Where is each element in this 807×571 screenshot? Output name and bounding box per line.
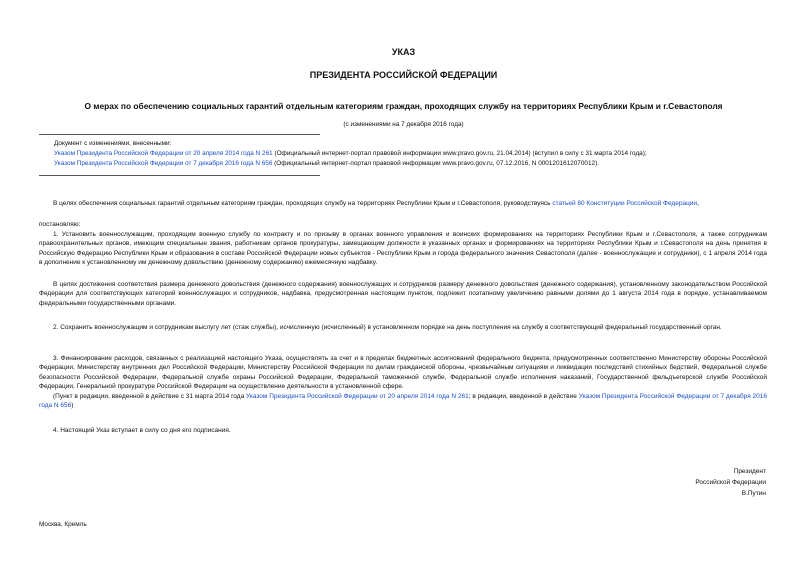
item-4 (39, 426, 767, 435)
signature-name: В.Путин (741, 490, 766, 497)
amendment-link[interactable]: Указом Президента Российской Федерации от 20 апреля 2014 года N 261 (246, 392, 469, 400)
amendment-link[interactable]: Указом Президента Российской Федерации от 7 декабря 2016 года N 656 (54, 160, 273, 167)
item-3-note (39, 392, 767, 411)
item-4-text: 4. Настоящий Указ вступает в силу со дня его подписания. (53, 427, 231, 434)
item-1a-text: 1. Установить военнослужащим, проходящим военную службу по контракту и по призыву в органах военного управления и воинских формированиях на территориях Республики Крым и г.Севастополя, а также сотрудникам правоохранительных органов, имеющим специальные звания, работникам органов прокуратуры, замещающим должности в указанных органах и формированиях на территориях Республики Крым и г.Севастополя на день принятия в Российскую Федерацию Республики Крым и образования в составе Российской Федерации новых субъектов - Республики Крым и города федерального значения Севастополя (далее - военнослужащие и сотрудники), с 1 апреля 2014 года в дополнение к установленному им денежному довольствию (денежному содержанию) ежемесячную надбавку. (39, 231, 767, 267)
amendments-block (54, 139, 647, 169)
item-1b (39, 280, 767, 308)
issuer-title: ПРЕЗИДЕНТА РОССИЙСКОЙ ФЕДЕРАЦИИ (309, 70, 498, 80)
amendment-link[interactable]: Указом Президента Российской Федерации от 20 апреля 2014 года N 261 (54, 150, 273, 157)
note-text: (Пункт в редакции, введенной в действие с 31 марта 2014 года (53, 392, 247, 400)
item-1a (39, 230, 767, 268)
place-of-signing: Москва, Кремль (39, 521, 87, 528)
item-3 (39, 354, 767, 410)
item-2 (39, 323, 767, 332)
item-1b-text: В целях достижения соответствия размера денежного довольствия (денежного содержания) военнослужащих и сотрудников размеру денежного довольствия (денежного содержания), установленному законодательством Российской Федерации для соответствующих категорий военнослужащих и сотрудников, надбавка, предусмотренная настоящим пунктом, подлежит поэтапному увеличению равными долями до 1 августа 2014 года в порядке, устанавливаемом федеральными государственными органами. (39, 281, 767, 307)
amendment-source: (Официальный интернет-портал правовой информации www.pravo.gov.ru, 21.04.2014) (вступил в силу с 31 марта 2014 года); (272, 150, 647, 157)
preamble-text: В целях обеспечения социальных гарантий отдельным категориям граждан, проходящих службу на территориях Республики Крым и г.Севастополя, руководствуясь (53, 200, 553, 207)
preamble-punct: , (697, 200, 699, 207)
signature-title: Президент (733, 468, 766, 475)
note-text: ; в редакции, введенной в действие (468, 392, 579, 400)
signature-country: Российской Федерации (695, 479, 766, 486)
item-3-text: 3. Финансирование расходов, связанных с реализацией настоящего Указа, осуществлять за счет и в пределах бюджетных ассигнований федерального бюджета, предусмотренных соответственно Министерству обороны Российской Федерации, Министерству внутренних дел Российской Федерации, Министерству Российской Федерации по делам гражданской обороны, чрезвычайным ситуациям и ликвидации последствий стихийных бедствий, Федеральной службе безопасности Российской Федерации, Федеральной службе охраны Российской Федерации, Федеральной таможенной службе, Федеральной службе исполнения наказаний, Государственной фельдъегерской службе Российской Федерации, Генеральной прокуратуре Российской Федерации на осуществление деятельности в установленной сфере. (39, 355, 767, 391)
amendments-label: Документ с изменениями, внесенными: (54, 140, 172, 147)
amendment-link[interactable]: Указом Президента Российской Федерации от 7 декабря 2016 года N 656 (39, 392, 768, 410)
note-text: ) (71, 402, 74, 410)
signature-block (695, 466, 766, 499)
amendment-source: (Официальный интернет-портал правовой информации www.pravo.gov.ru, 07.12.2016, N 0001201612070012). (272, 160, 599, 167)
resolve-text: постановляю: (39, 221, 81, 228)
subject-title: О мерах по обеспечению социальных гарантий отдельным категориям граждан, проходящих службу на территориях Республики Крым и г.Севастополя (84, 101, 723, 111)
item-2-text: 2. Сохранить военнослужащим и сотрудникам выслугу лет (стаж службы), исчисленную (исчисленный) в установленном порядке на день поступления на службу в соответствующий федеральный государственный орган. (53, 324, 722, 331)
constitution-link[interactable]: статьей 80 Конституции Российской Федерации (552, 200, 698, 207)
doc-type-title: УКАЗ (391, 47, 416, 57)
amended-note: (с изменениями на 7 декабря 2016 года) (343, 121, 464, 128)
divider-top (39, 134, 320, 135)
resolve-word (39, 220, 767, 229)
preamble (39, 199, 767, 208)
divider-bottom (39, 175, 320, 176)
amendment-item (54, 159, 647, 169)
amendment-item (54, 149, 647, 159)
